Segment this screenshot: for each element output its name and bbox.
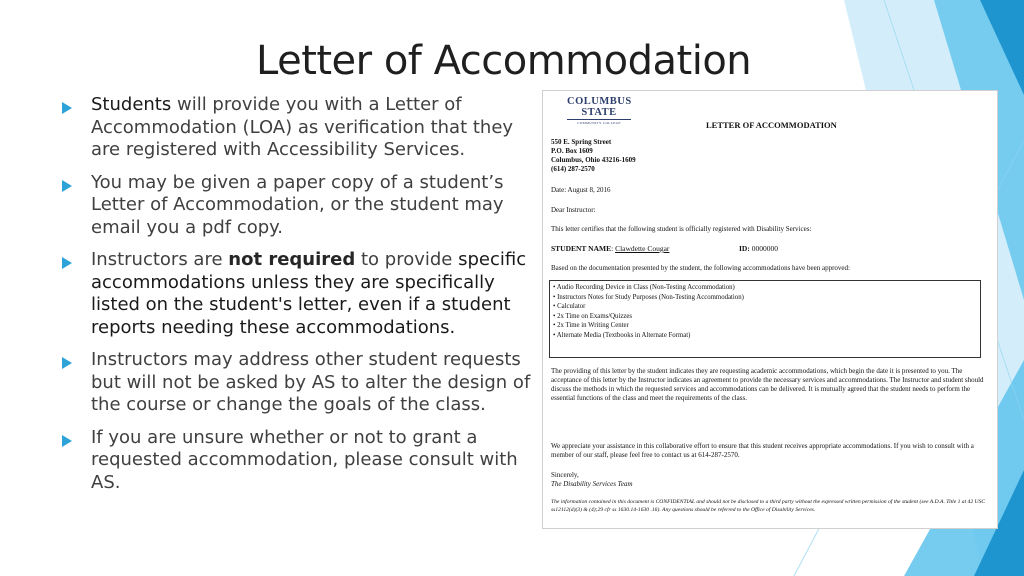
bullet-arrow-icon	[62, 102, 72, 114]
student-name-label: STUDENT NAME	[551, 244, 612, 253]
bullet-text	[91, 249, 532, 339]
slide-title: Letter of Accommodation	[256, 38, 752, 84]
bullet-text: If you are unsure whether or not to grant a requested accommodation, please consult with AS.	[91, 426, 518, 493]
bullet-pre: Instructors are	[91, 249, 229, 270]
bullet-item	[62, 94, 532, 162]
bullet-text	[91, 94, 532, 162]
bullet-item	[62, 427, 532, 495]
student-name: Clawdette Cougar	[615, 244, 670, 253]
letter-certifies: This letter certifies that the following student is officially registered with Disability Services:	[551, 225, 812, 233]
address-line: Columbus, Ohio 43216-1609	[551, 156, 636, 164]
logo-subtitle: COMMUNITY COLLEGE	[577, 121, 621, 125]
letter-sincerely: Sincerely,	[551, 471, 579, 479]
letter-salutation: Dear Instructor:	[551, 206, 596, 214]
letter-team: The Disability Services Team	[551, 480, 633, 488]
letter-appreciate: We appreciate your assistance in this collaborative effort to ensure that this student receives appropriate accommodations. If you wish to consult with a member of our staff, please feel free to contact us at 614-287-2570.	[551, 442, 974, 459]
address-line: P.O. Box 1609	[551, 147, 593, 155]
bullet-mid: to provide	[355, 249, 459, 270]
accommodation-item: • Alternate Media (Textbooks in Alternate Format)	[553, 331, 691, 339]
bullet-body: will provide you with a Letter of Accommodation (LOA) as verification that they are registered with Accessibility Services.	[91, 94, 514, 160]
logo-name-line-2: STATE	[581, 107, 617, 118]
accommodation-item: • 2x Time on Exams/Quizzes	[553, 312, 633, 320]
student-id-value: 0000000	[751, 244, 778, 253]
letter-address	[551, 138, 636, 174]
letter-paragraph: The providing of this letter by the student indicates they are requesting academic accommodations, which begin the date it is presented to you. The acceptance of this letter by the Instructor indicates an agreement to provide the necessary services and accommodations. The Instructor and student should discuss the methods in which the requested services and accommodations can be delivered. It is mutually agreed that the student needs to perform the essential functions of the class and meet the requirements of the class.	[551, 367, 984, 402]
address-line: 550 E. Spring Street	[551, 138, 612, 146]
accommodation-item: • 2x Time in Writing Center	[553, 322, 629, 329]
logo-name-line-1: COLUMBUS	[567, 96, 632, 107]
accommodations-box	[549, 280, 981, 358]
address-line: (614) 287-2570	[551, 165, 595, 173]
letter-image	[543, 91, 997, 528]
logo-rule	[567, 119, 631, 120]
student-id-label: ID:	[739, 244, 750, 253]
accommodation-item: • Instructors Notes for Study Purposes (Non-Testing Accommodation)	[553, 293, 744, 301]
bullet-item	[62, 172, 532, 240]
bullet-rest-2: accommodations unless they are specifically listed on the student's letter, even if a student reports needing these accommodations.	[91, 271, 511, 338]
letter-date: Date: August 8, 2016	[551, 186, 611, 194]
letter-heading: LETTER OF ACCOMMODATION	[706, 120, 837, 130]
bullet-item	[62, 249, 532, 339]
bullet-arrow-icon	[62, 435, 72, 447]
bullet-arrow-icon	[62, 257, 72, 269]
bullet-text: You may be given a paper copy of a student’s Letter of Accommodation, or the student may email you a pdf copy.	[91, 171, 504, 238]
bullet-lead: Students	[91, 94, 172, 115]
letter-based-on: Based on the documentation presented by the student, the following accommodations have been approved:	[551, 264, 850, 272]
college-logo	[567, 96, 631, 125]
bullet-rest-1: specific	[458, 249, 527, 270]
student-id	[739, 244, 778, 253]
bullet-emphasis: not required	[228, 249, 356, 270]
bullet-arrow-icon	[62, 357, 72, 369]
student-line: STUDENT NAME: Clawdette Cougar ID: 0000000	[551, 244, 778, 253]
bullet-item	[62, 349, 532, 417]
accommodation-item: • Audio Recording Device in Class (Non-Testing Accommodation)	[553, 284, 735, 291]
bullet-arrow-icon	[62, 180, 72, 192]
letter-confidential: The information contained in this document is CONFIDENTIAL and should not be disclosed to a third party without the expressed written permission of the student (see A.D.A. Title 1 at 42 USC ss12112(d)(3) & (4);29 cfr ss 1630.14-1630 .16). Any questions should be referred to the Office of Disability Services.	[551, 499, 986, 513]
bullet-list	[62, 94, 532, 504]
bullet-text: Instructors may address other student requests but will not be asked by AS to alter the design of the course or change the goals of the class.	[91, 349, 531, 415]
accommodation-item: • Calculator	[553, 303, 586, 310]
letter-signoff	[551, 471, 633, 489]
